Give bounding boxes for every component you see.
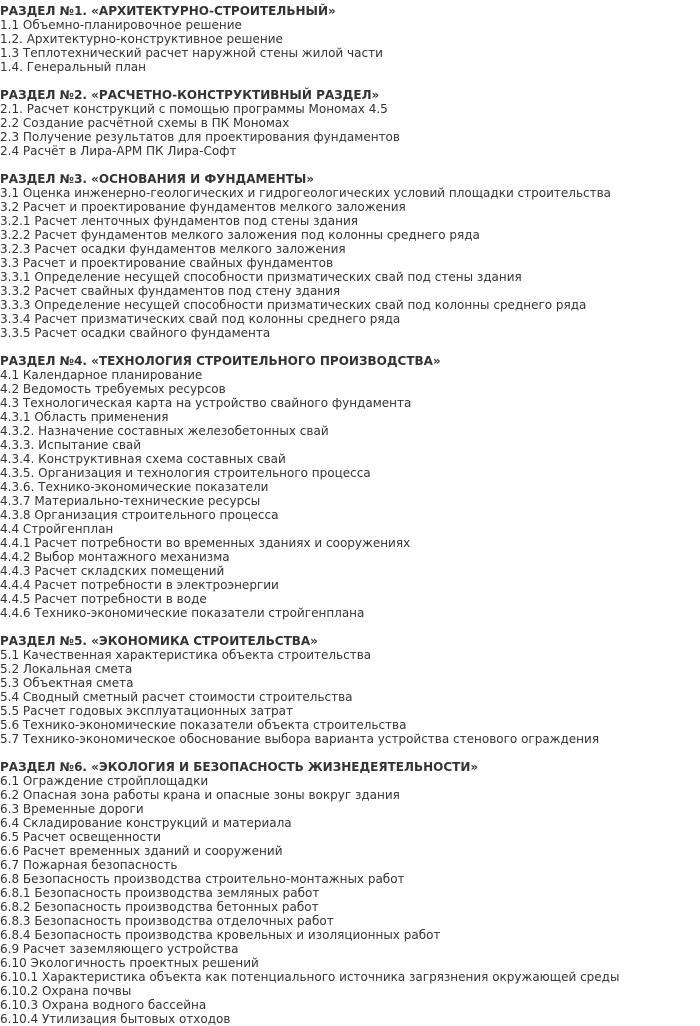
toc-item: 6.8.2 Безопасность производства бетонных работ bbox=[0, 900, 319, 914]
toc-item: 5.1 Качественная характеристика объекта строительства bbox=[0, 648, 372, 662]
toc-item: 5.6 Технико-экономические показатели объекта строительства bbox=[0, 718, 407, 732]
toc-item: 3.3 Расчет и проектирование свайных фундаментов bbox=[0, 256, 334, 270]
toc-item: 4.3.1 Область применения bbox=[0, 410, 169, 424]
toc-item: 2.3 Получение результатов для проектирования фундаментов bbox=[0, 130, 400, 144]
toc-item: 6.10 Экологичность проектных решений bbox=[0, 956, 259, 970]
toc-item: 6.10.4 Утилизация бытовых отходов bbox=[0, 1012, 231, 1026]
toc-item: 5.4 Сводный сметный расчет стоимости строительства bbox=[0, 690, 353, 704]
toc-item: 3.3.3 Определение несущей способности призматических свай под колонны среднего ряда bbox=[0, 298, 587, 312]
toc-item: 6.8.4 Безопасность производства кровельных и изоляционных работ bbox=[0, 928, 441, 942]
toc-section bbox=[0, 4, 700, 74]
toc-item: 6.10.1 Характеристика объекта как потенциального источника загрязнения окружающей среды bbox=[0, 970, 620, 984]
toc-item: 3.3.1 Определение несущей способности призматических свай под стены здания bbox=[0, 270, 522, 284]
toc-item: 4.3.5. Организация и технология строительного процесса bbox=[0, 466, 371, 480]
toc-item: 4.4 Стройгенплан bbox=[0, 522, 114, 536]
toc-item: 1.2. Архитектурно-конструктивное решение bbox=[0, 32, 283, 46]
section-title: РАЗДЕЛ №5. «ЭКОНОМИКА СТРОИТЕЛЬСТВА» bbox=[0, 634, 318, 648]
toc-item: 4.4.2 Выбор монтажного механизма bbox=[0, 550, 230, 564]
toc-item: 5.2 Локальная смета bbox=[0, 662, 133, 676]
toc-item: 3.1 Оценка инженерно-геологических и гидрогеологических условий площадки строительства bbox=[0, 186, 612, 200]
toc-item: 2.2 Создание расчётной схемы в ПК Мономах bbox=[0, 116, 290, 130]
toc-item: 5.5 Расчет годовых эксплуатационных затрат bbox=[0, 704, 293, 718]
toc-item: 4.3 Технологическая карта на устройство свайного фундамента bbox=[0, 396, 412, 410]
toc-item: 4.4.5 Расчет потребности в воде bbox=[0, 592, 207, 606]
toc-item: 4.3.7 Материально-технические ресурсы bbox=[0, 494, 261, 508]
toc-item: 5.7 Технико-экономическое обоснование выбора варианта устройства стенового ограждения bbox=[0, 732, 600, 746]
toc-item: 3.3.5 Расчет осадки свайного фундамента bbox=[0, 326, 271, 340]
toc-item: 4.2 Ведомость требуемых ресурсов bbox=[0, 382, 226, 396]
toc-item: 1.1 Объемно-планировочное решение bbox=[0, 18, 242, 32]
toc-item: 3.3.2 Расчет свайных фундаментов под стену здания bbox=[0, 284, 341, 298]
toc-item: 6.8.1 Безопасность производства земляных работ bbox=[0, 886, 320, 900]
toc-item: 3.2 Расчет и проектирование фундаментов мелкого заложения bbox=[0, 200, 406, 214]
toc-item: 6.9 Расчет заземляющего устройства bbox=[0, 942, 239, 956]
toc-item: 1.4. Генеральный план bbox=[0, 60, 147, 74]
toc-item: 4.4.1 Расчет потребности во временных зданиях и сооружениях bbox=[0, 536, 411, 550]
toc-item: 6.4 Складирование конструкций и материала bbox=[0, 816, 292, 830]
toc-item: 6.3 Временные дороги bbox=[0, 802, 144, 816]
section-title: РАЗДЕЛ №3. «ОСНОВАНИЯ И ФУНДАМЕНТЫ» bbox=[0, 172, 315, 186]
toc-item: 4.4.4 Расчет потребности в электроэнергии bbox=[0, 578, 279, 592]
section-title: РАЗДЕЛ №4. «ТЕХНОЛОГИЯ СТРОИТЕЛЬНОГО ПРОИЗВОДСТВА» bbox=[0, 354, 441, 368]
toc-item: 3.2.3 Расчет осадки фундаментов мелкого заложения bbox=[0, 242, 346, 256]
toc-section bbox=[0, 634, 700, 746]
toc-section bbox=[0, 354, 700, 620]
toc-item: 6.10.3 Охрана водного бассейна bbox=[0, 998, 207, 1012]
toc-item: 6.7 Пожарная безопасность bbox=[0, 858, 178, 872]
toc-item: 4.3.2. Назначение составных железобетонных свай bbox=[0, 424, 329, 438]
toc-item: 6.8 Безопасность производства строительно-монтажных работ bbox=[0, 872, 405, 886]
toc-section bbox=[0, 172, 700, 340]
toc-item: 4.4.3 Расчет складских помещений bbox=[0, 564, 225, 578]
toc-item: 4.1 Календарное планирование bbox=[0, 368, 203, 382]
toc-item: 4.3.6. Технико-экономические показатели bbox=[0, 480, 269, 494]
section-title: РАЗДЕЛ №1. «АРХИТЕКТУРНО-СТРОИТЕЛЬНЫЙ» bbox=[0, 4, 336, 18]
toc-item: 3.2.2 Расчет фундаментов мелкого заложения под колонны среднего ряда bbox=[0, 228, 480, 242]
toc-item: 5.3 Объектная смета bbox=[0, 676, 134, 690]
toc-section bbox=[0, 760, 700, 1026]
toc-item: 6.5 Расчет освещенности bbox=[0, 830, 161, 844]
toc-item: 6.1 Ограждение стройплощадки bbox=[0, 774, 209, 788]
toc-item: 4.3.8 Организация строительного процесса bbox=[0, 508, 279, 522]
section-title: РАЗДЕЛ №2. «РАСЧЕТНО-КОНСТРУКТИВНЫЙ РАЗДЕЛ» bbox=[0, 88, 380, 102]
toc-item: 2.1. Расчет конструкций с помощью программы Мономах 4.5 bbox=[0, 102, 388, 116]
toc-item: 3.2.1 Расчет ленточных фундаментов под стены здания bbox=[0, 214, 359, 228]
toc-section bbox=[0, 88, 700, 158]
toc-item: 2.4 Расчёт в Лира-АРМ ПК Лира-Софт bbox=[0, 144, 237, 158]
toc-item: 4.3.3. Испытание свай bbox=[0, 438, 142, 452]
toc-item: 4.3.4. Конструктивная схема составных свай bbox=[0, 452, 286, 466]
toc-item: 1.3 Теплотехнический расчет наружной стены жилой части bbox=[0, 46, 383, 60]
toc-item: 6.6 Расчет временных зданий и сооружений bbox=[0, 844, 283, 858]
toc-item: 6.8.3 Безопасность производства отделочных работ bbox=[0, 914, 334, 928]
toc-item: 3.3.4 Расчет призматических свай под колонны среднего ряда bbox=[0, 312, 401, 326]
section-title: РАЗДЕЛ №6. «ЭКОЛОГИЯ И БЕЗОПАСНОСТЬ ЖИЗНЕДЕЯТЕЛЬНОСТИ» bbox=[0, 760, 479, 774]
toc-item: 4.4.6 Технико-экономические показатели стройгенплана bbox=[0, 606, 365, 620]
toc-item: 6.2 Опасная зона работы крана и опасные зоны вокруг здания bbox=[0, 788, 400, 802]
toc-item: 6.10.2 Охрана почвы bbox=[0, 984, 132, 998]
